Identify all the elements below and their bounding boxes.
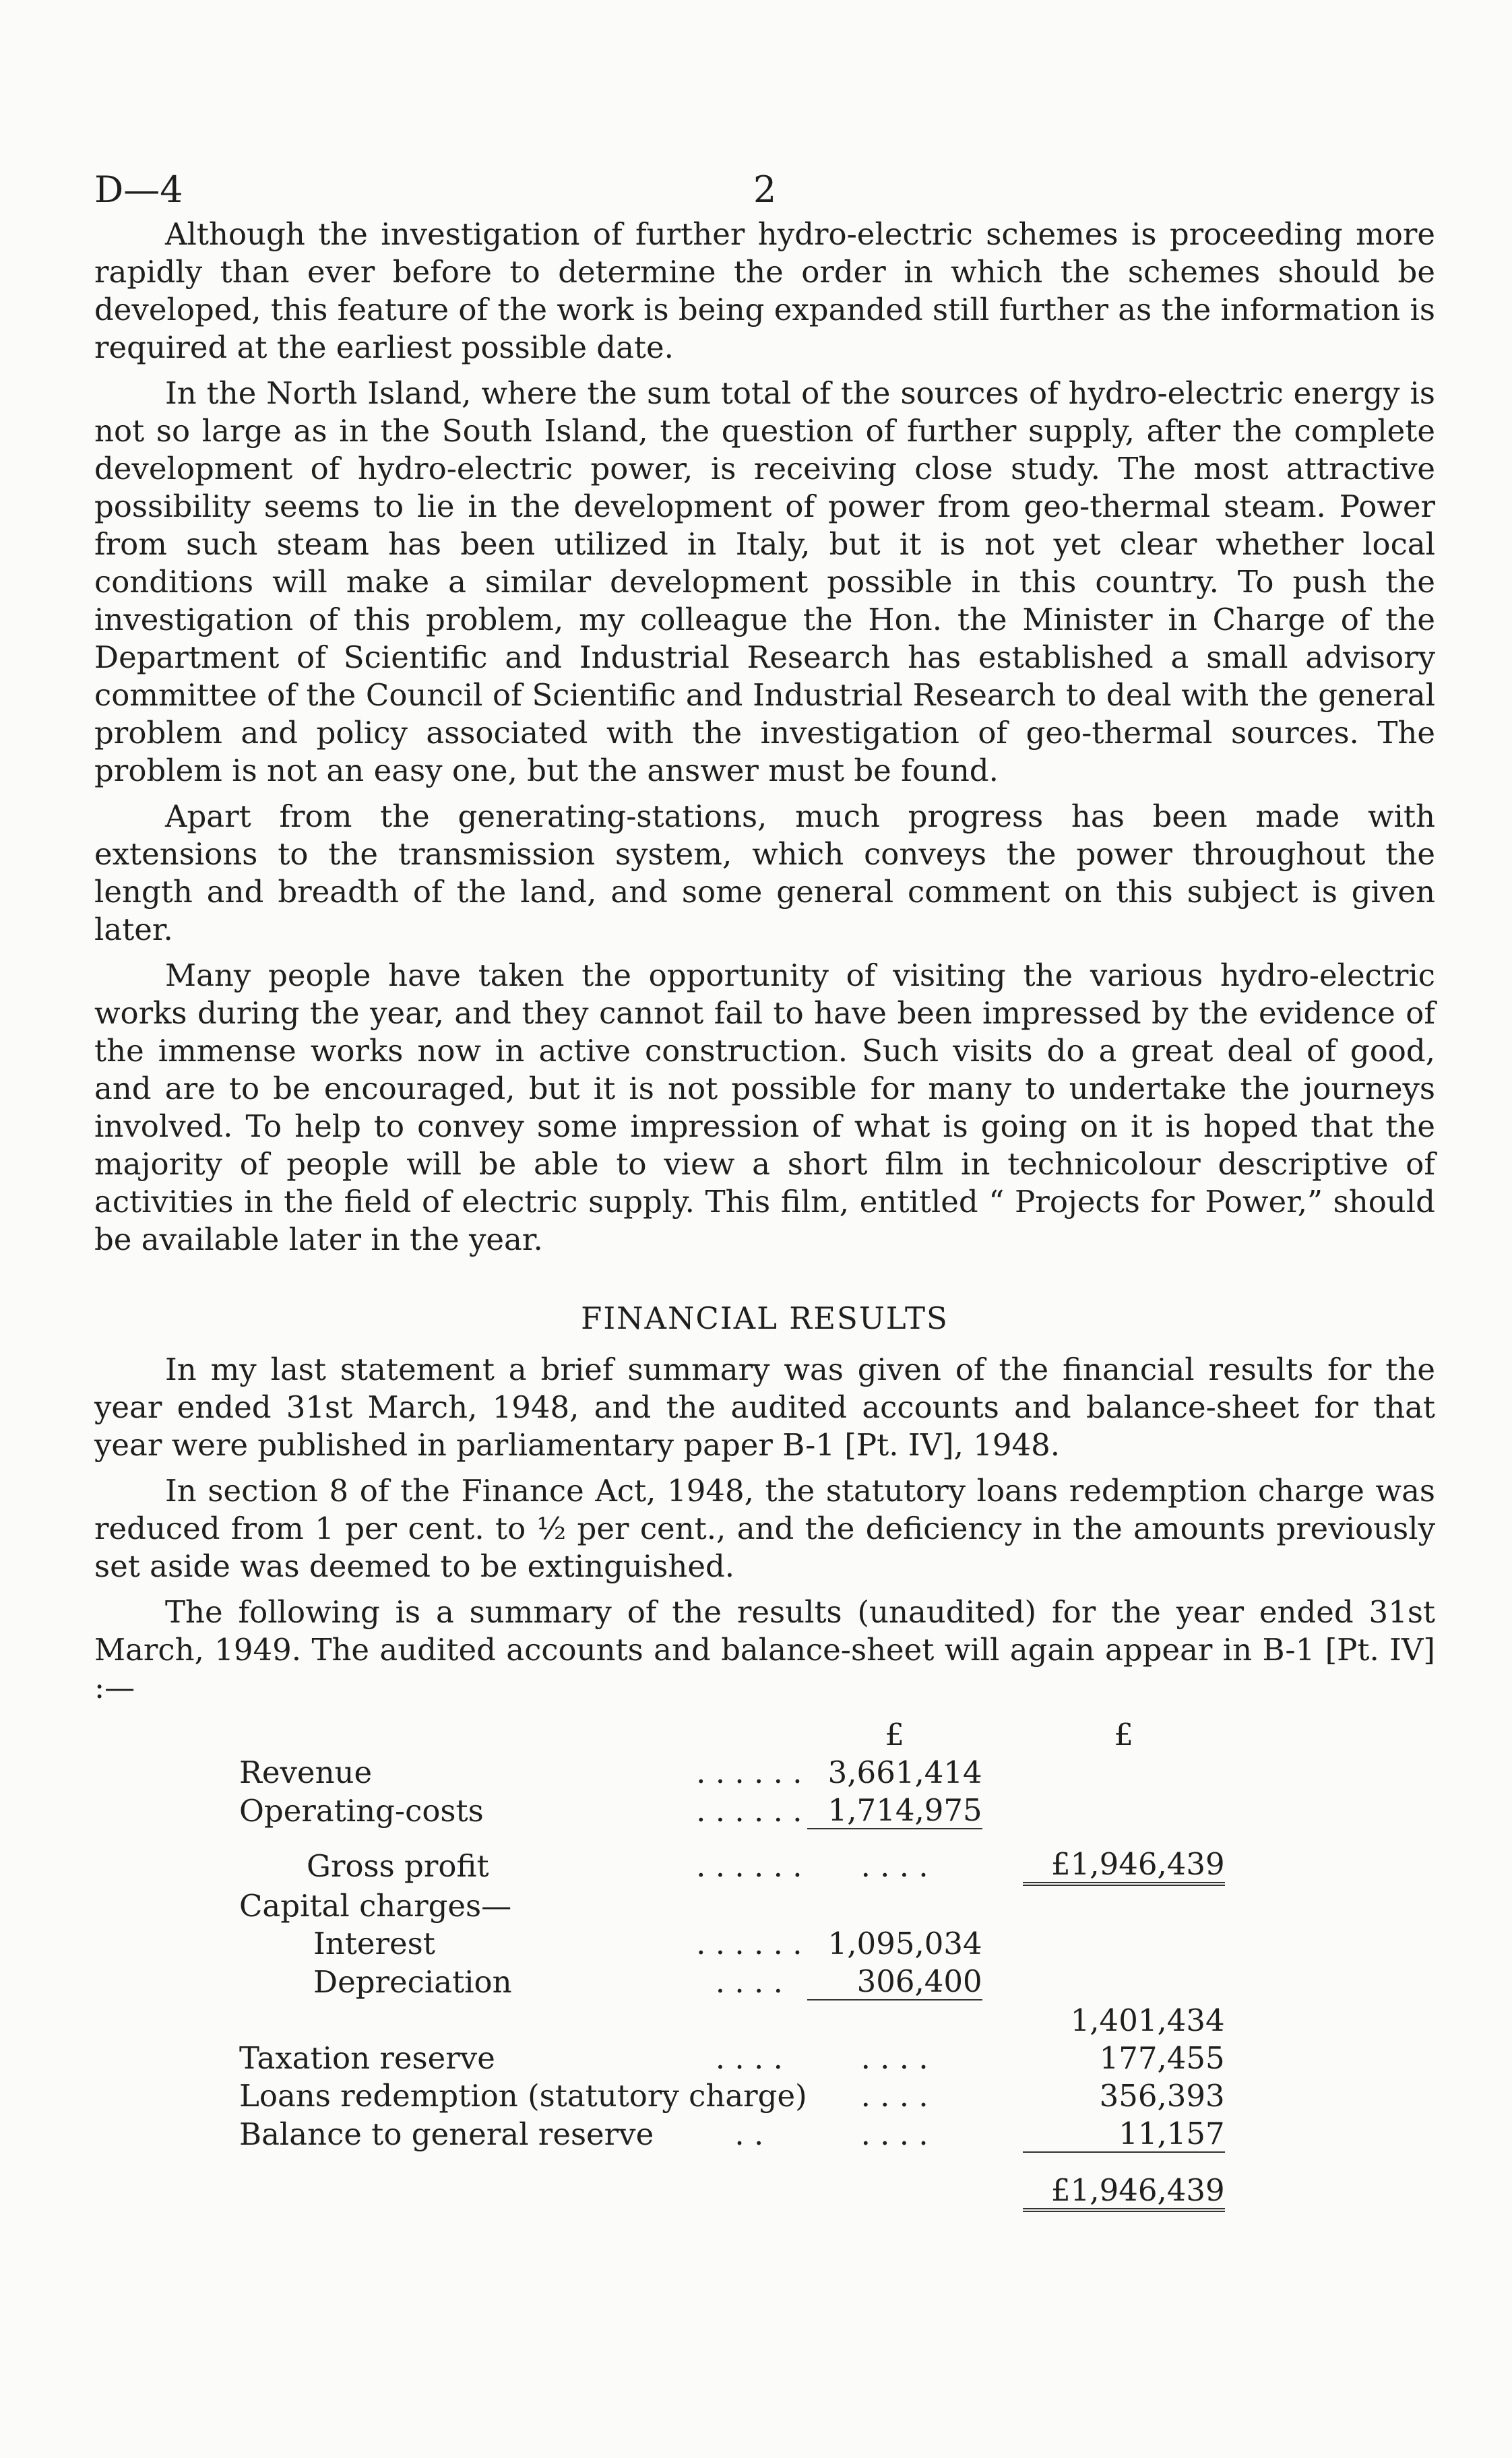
paragraph-visits: Many people have taken the opportunity of visiting the various hydro-electric works during the year, and they cannot fail to have been impressed by the evidence of the immense works now in active construction. Such visits do a great deal of good, and are to be encouraged, but it is not possible for many to undertake the journeys involved. To help to convey some impression of what is going on it is hoped that the majority of people will be able to view a short film in technicolour descriptive of activities in the field of electric supply. This film, entitled “ Projects for Power,” should be available later in the year. xyxy=(94,957,1435,1257)
currency-row xyxy=(239,1715,1225,1753)
page-number: 2 xyxy=(753,168,777,211)
row-gross-profit xyxy=(239,1829,1225,1884)
leader-dots: . . xyxy=(734,2116,764,2152)
leader-dots: . . . . . . xyxy=(696,1755,802,1790)
page-header xyxy=(94,155,1435,216)
leader-dots: . . . . xyxy=(860,2040,928,2076)
loans-label: Loans redemption (statutory charge) xyxy=(239,2078,807,2114)
capital-total-value: 1,401,434 xyxy=(1070,2003,1225,2038)
balance-label: Balance to general reserve xyxy=(239,2116,654,2152)
row-operating-costs xyxy=(239,1790,1225,1829)
currency-col2: £ xyxy=(1114,1717,1133,1753)
row-capital-charges xyxy=(239,1884,1225,1924)
operating-label: Operating-costs xyxy=(239,1793,484,1829)
revenue-value: 3,661,414 xyxy=(827,1755,982,1790)
paragraph-last-statement: In my last statement a brief summary was given of the financial results for the year ended 31st March, 1948, and the audited accounts and balance-sheet for that year were published in parliamentary paper B-1 [Pt. IV], 1948. xyxy=(94,1352,1435,1463)
depreciation-label: Depreciation xyxy=(313,1964,512,2000)
leader-dots: . . . . xyxy=(860,2116,928,2152)
leader-dots: . . . . xyxy=(860,1848,928,1884)
row-loans-redemption xyxy=(239,2076,1225,2114)
section-heading: FINANCIAL RESULTS xyxy=(581,1300,949,1336)
loans-value: 356,393 xyxy=(1099,2078,1225,2114)
grand-total-value: £1,946,439 xyxy=(1023,2152,1225,2210)
taxation-label: Taxation reserve xyxy=(239,2040,495,2076)
depreciation-value: 306,400 xyxy=(807,1961,982,2000)
leader-dots: . . . . xyxy=(860,2078,928,2114)
row-capital-total xyxy=(239,2000,1225,2038)
interest-value: 1,095,034 xyxy=(827,1926,982,1961)
capital-label: Capital charges— xyxy=(239,1888,512,1924)
leader-dots: . . . . . . xyxy=(696,1848,802,1884)
paragraph-north-island: In the North Island, where the sum total of the sources of hydro-electric energy is not so large as in the South Island, the question of further supply, after the complete development of hydro-electric power, is receiving close study. The most attractive possibility seems to lie in the development of power from geo-thermal steam. Power from such steam has been utilized in Italy, but it is not yet clear whether local conditions will make a similar development possible in this country. To push the investigation of this problem, my colleague the Hon. the Minister in Charge of the Department of Scientific and Industrial Research has established a small advisory committee of the Council of Scientific and Industrial Research to deal with the general problem and policy associated with the investigation of geo-thermal sources. The problem is not an easy one, but the answer must be found. xyxy=(94,375,1435,788)
row-interest xyxy=(239,1924,1225,1961)
gross-label: Gross profit xyxy=(307,1848,489,1884)
taxation-value: 177,455 xyxy=(1099,2040,1225,2076)
revenue-label: Revenue xyxy=(239,1755,373,1790)
paragraph-finance-act: In section 8 of the Finance Act, 1948, the statutory loans redemption charge was reduced from 1 per cent. to ½ per cent., and the deficiency in the amounts previously set aside was deemed to be extinguished. xyxy=(94,1473,1435,1584)
currency-col1: £ xyxy=(885,1717,904,1753)
row-taxation-reserve xyxy=(239,2038,1225,2076)
row-depreciation xyxy=(239,1961,1225,2000)
financial-summary-table xyxy=(239,1715,1225,2212)
leader-dots: . . . . . . xyxy=(696,1793,802,1829)
gross-value: £1,946,439 xyxy=(1023,1829,1225,1884)
operating-value: 1,714,975 xyxy=(807,1790,982,1829)
row-general-reserve xyxy=(239,2114,1225,2152)
paragraph-transmission: Apart from the generating-stations, much progress has been made with extensions to the transmission system, which conveys the power throughout the length and breadth of the land, and some general comment on this subject is given later. xyxy=(94,798,1435,947)
row-revenue xyxy=(239,1753,1225,1790)
leader-dots: . . . . xyxy=(715,2040,783,2076)
row-grand-total xyxy=(239,2152,1225,2210)
leader-dots: . . . . . . xyxy=(696,1926,802,1961)
paragraph-summary-intro: The following is a summary of the results (unaudited) for the year ended 31st March, 1949. The audited accounts and balance-sheet will again appear in B-1 [Pt. IV] :— xyxy=(94,1594,1435,1705)
balance-value: 11,157 xyxy=(1023,2114,1225,2152)
paragraph-investigation: Although the investigation of further hydro-electric schemes is proceeding more rapidly than ever before to determine the order in which the schemes should be developed, this feature of the work is being expanded still further as the information is required at the earliest possible date. xyxy=(94,216,1435,365)
interest-label: Interest xyxy=(313,1926,435,1961)
document-reference: D—4 xyxy=(94,168,183,211)
leader-dots: . . . . xyxy=(715,1964,783,2000)
document-page xyxy=(94,155,1435,2212)
